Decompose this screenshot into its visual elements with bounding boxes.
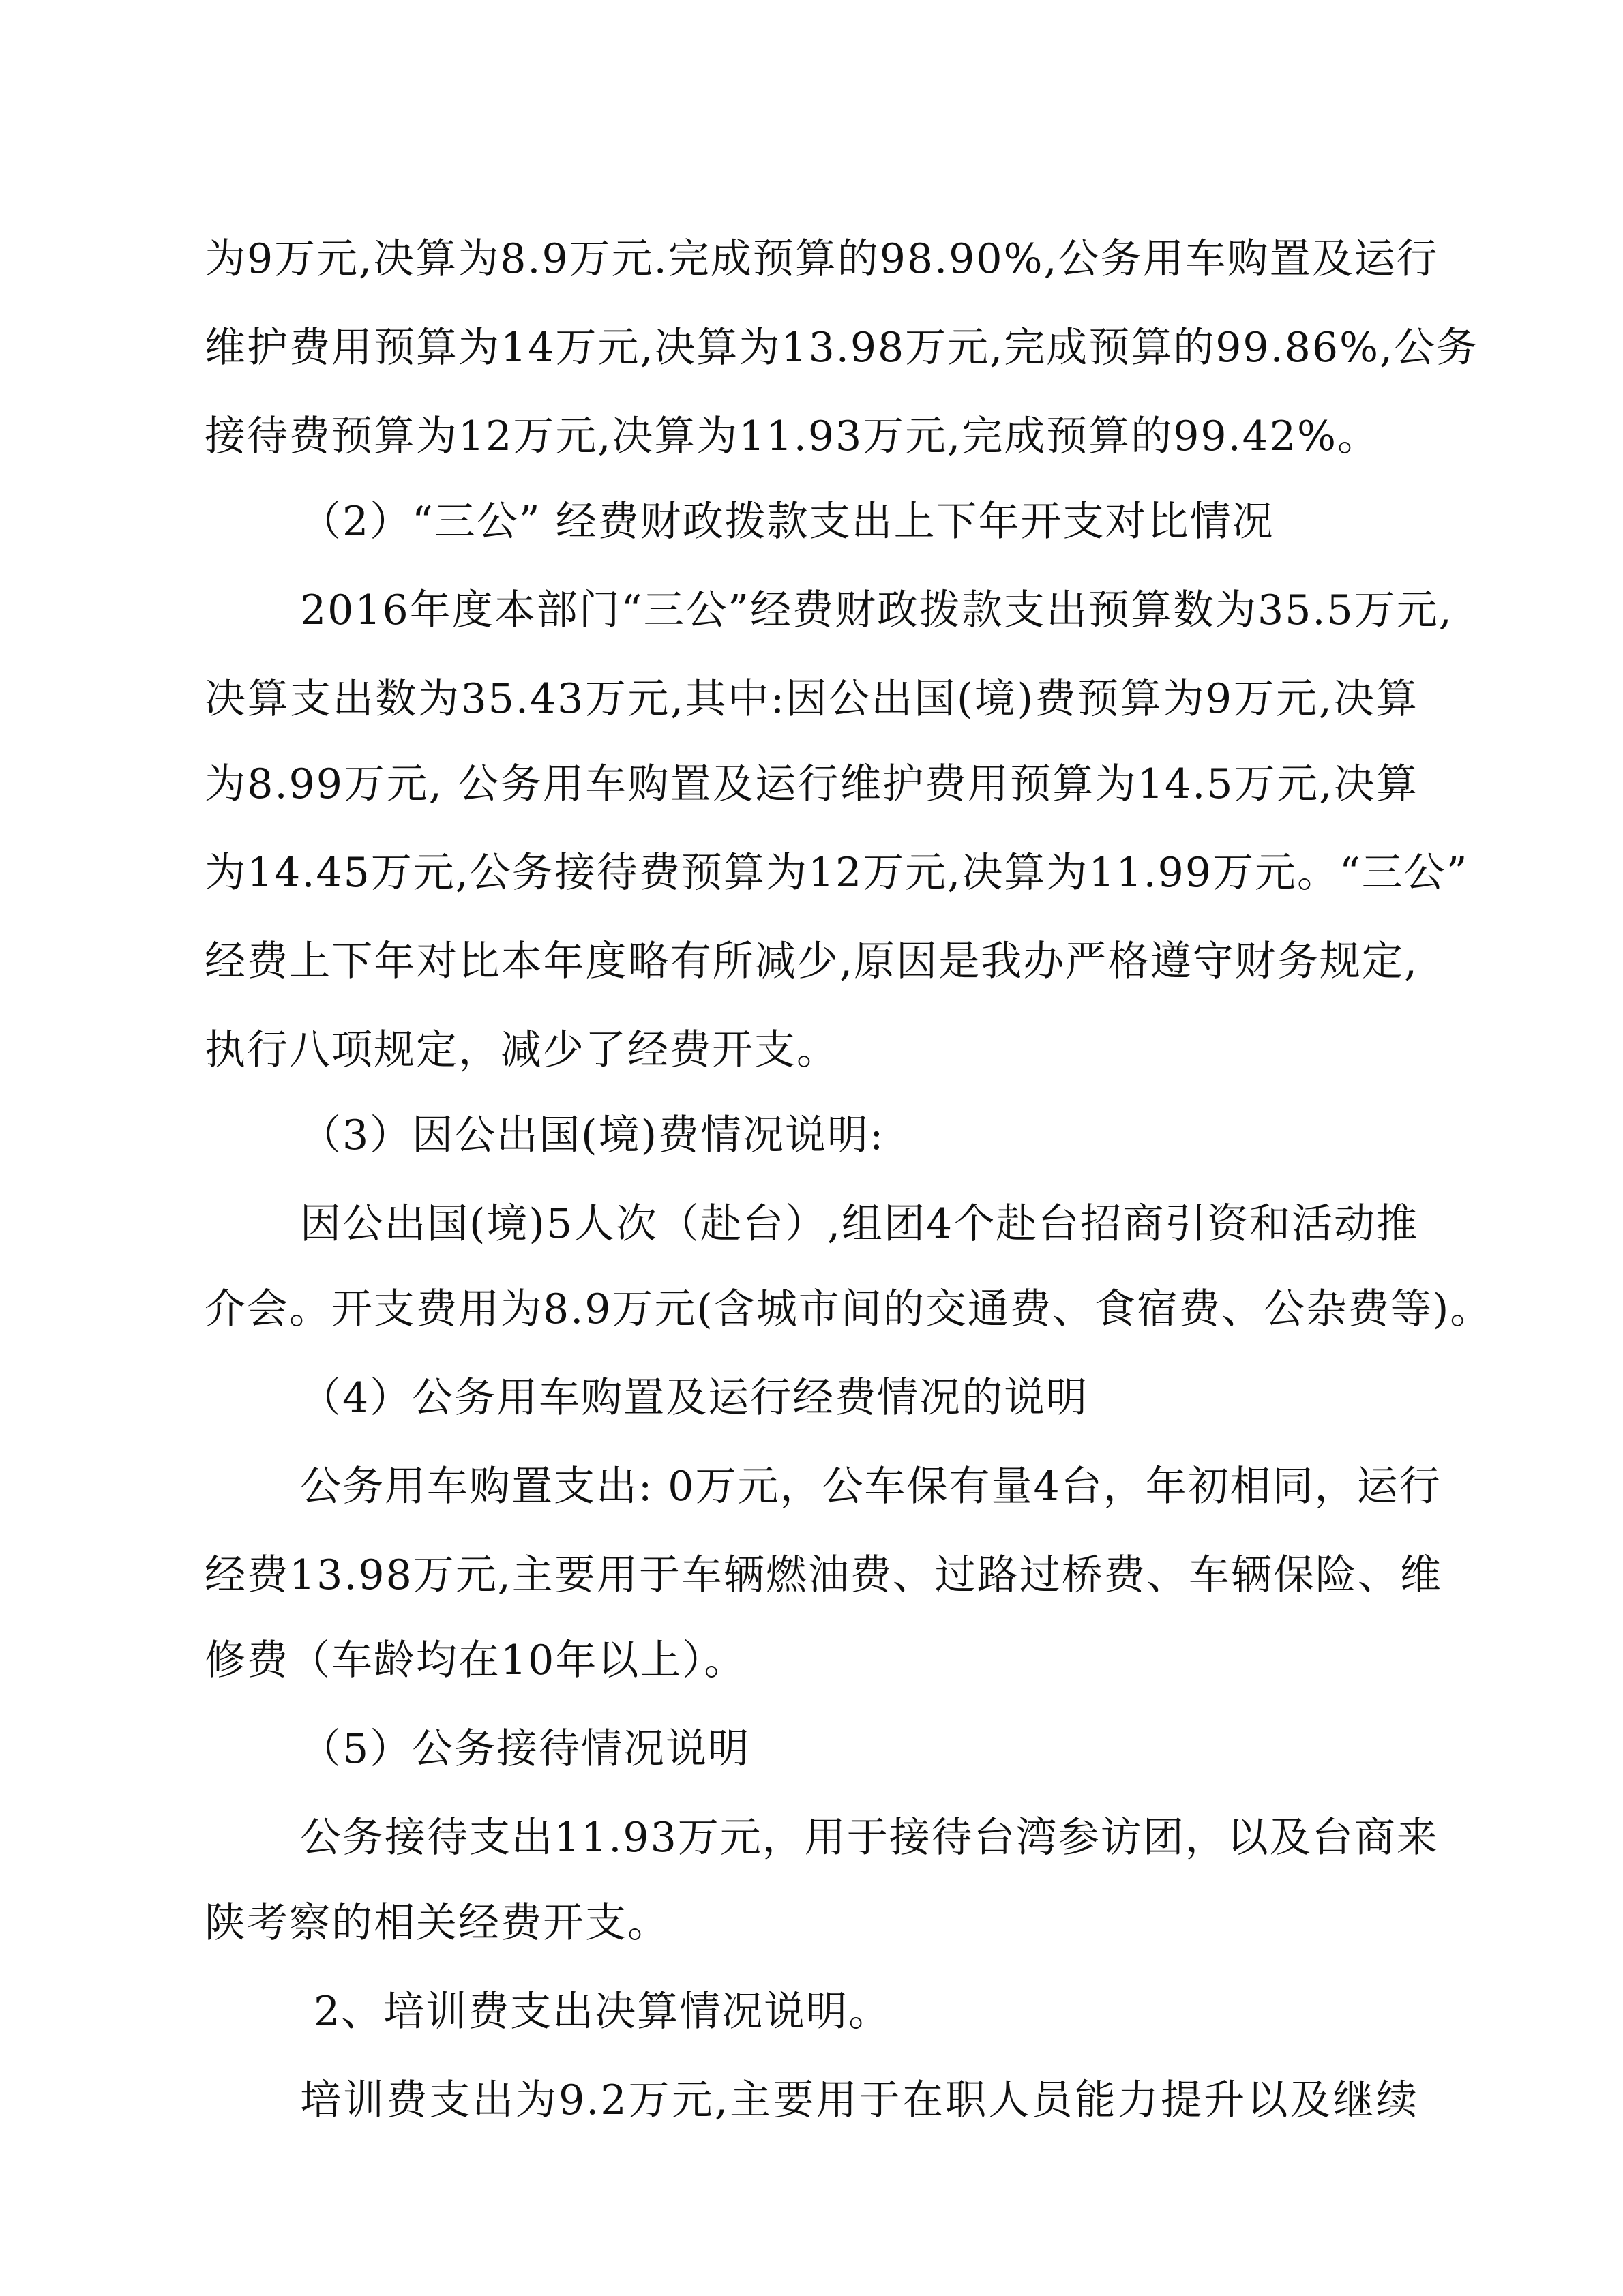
paragraph-line: 2016年度本部门“三公”经费财政拨款支出预算数为35.5万元, <box>300 586 1453 634</box>
paragraph-line: 维护费用预算为14万元,决算为13.98万元,完成预算的99.86%,公务 <box>205 324 1479 372</box>
paragraph-line: 培训费支出为9.2万元,主要用于在职人员能力提升以及继续 <box>300 2076 1418 2124</box>
paragraph-line: 修费（车龄均在10年以上）。 <box>205 1637 747 1684</box>
paragraph-line: 公务接待支出11.93万元，用于接待台湾参访团，以及台商来 <box>300 1814 1439 1862</box>
paragraph-line: 陕考察的相关经费开支。 <box>205 1899 670 1947</box>
paragraph-line: 经费上下年对比本年度略有所减少,原因是我办严格遵守财务规定, <box>205 938 1418 985</box>
section-heading: （2）“三公” 经费财政拨款支出上下年开支对比情况 <box>300 498 1275 546</box>
paragraph-line: 为9万元,决算为8.9万元.完成预算的98.90%,公务用车购置及运行 <box>205 235 1439 283</box>
paragraph-line: 经费13.98万元,主要用于车辆燃油费、过路过桥费、车辆保险、维 <box>205 1551 1442 1599</box>
paragraph-line: 为8.99万元, 公务用车购置及运行维护费用预算为14.5万元,决算 <box>205 760 1418 808</box>
paragraph-line: 因公出国(境)5人次（赴台）,组团4个赴台招商引资和活动推 <box>300 1200 1419 1248</box>
section-heading: （4）公务用车购置及运行经费情况的说明 <box>300 1374 1089 1422</box>
paragraph-line: 介会。开支费用为8.9万元(含城市间的交通费、食宿费、公杂费等)。 <box>205 1285 1493 1333</box>
section-heading: 2、培训费支出决算情况说明。 <box>314 1988 891 2036</box>
paragraph-line: 执行八项规定，减少了经费开支。 <box>205 1026 839 1074</box>
paragraph-line: 决算支出数为35.43万元,其中:因公出国(境)费预算为9万元,决算 <box>205 675 1418 723</box>
paragraph-line: 公务用车购置支出: 0万元，公车保有量4台，年初相同，运行 <box>300 1463 1442 1510</box>
paragraph-line: 接待费预算为12万元,决算为11.93万元,完成预算的99.42%。 <box>205 413 1380 460</box>
section-heading: （5）公务接待情况说明 <box>300 1725 751 1773</box>
paragraph-line: 为14.45万元,公务接待费预算为12万元,决算为11.99万元。“三公” <box>205 849 1469 897</box>
section-heading: （3）因公出国(境)费情况说明: <box>300 1112 885 1159</box>
